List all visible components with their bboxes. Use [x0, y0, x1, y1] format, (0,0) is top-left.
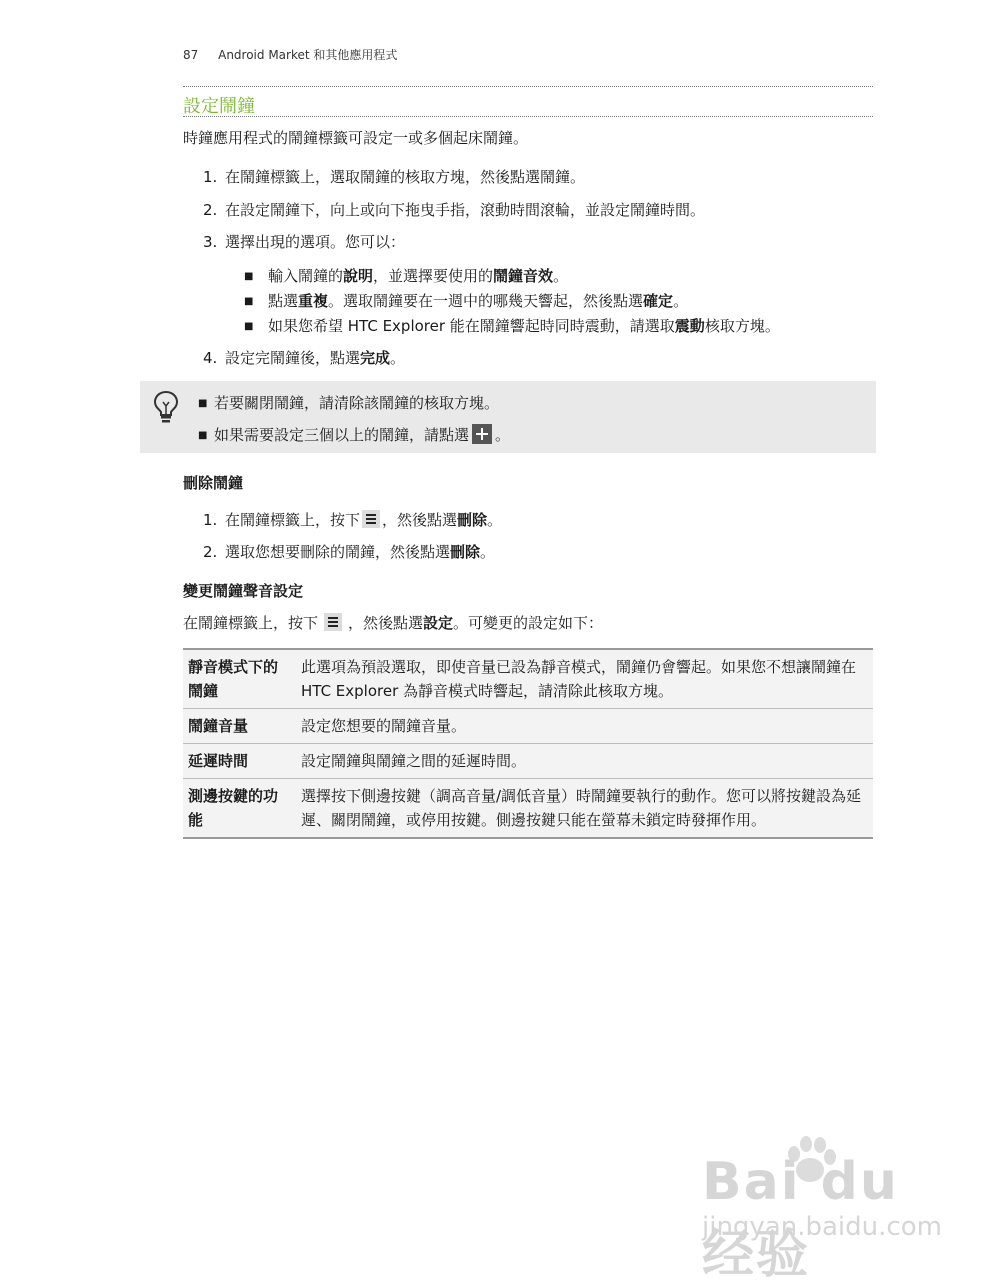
option-item-repeat: ■ 點選重複。選取鬧鐘要在一週中的哪幾天響起，然後點選確定。 [244, 292, 689, 310]
tip-item: ■ 若要關閉鬧鐘，請清除該鬧鐘的核取方塊。 [198, 394, 500, 412]
bullet-icon: ■ [198, 398, 208, 409]
watermark-brand: Bai du 经验 [702, 1152, 899, 1285]
chapter-title: Android Market 和其他應用程式 [218, 48, 398, 62]
setting-name: 靜音模式下的鬧鐘 [183, 649, 296, 709]
section-rule-top [183, 86, 873, 87]
step-number: 3. [203, 233, 218, 251]
step-number: 2. [203, 201, 218, 219]
setting-description: 設定您想要的鬧鐘音量。 [296, 709, 873, 744]
step-text: 在鬧鐘標籤上，選取鬧鐘的核取方塊，然後點選鬧鐘。 [225, 168, 586, 186]
step-number: 2. [203, 543, 218, 561]
bullet-icon: ■ [244, 321, 254, 332]
step-number: 1. [203, 168, 218, 186]
delete-alarm-title: 刪除鬧鐘 [183, 474, 244, 492]
step-4: 4. 設定完鬧鐘後，點選完成。 [203, 349, 406, 367]
table-row [183, 779, 873, 839]
tip-item: ■ 如果需要設定三個以上的鬧鐘，請點選 。 [198, 426, 511, 444]
bullet-icon: ■ [244, 271, 254, 282]
watermark-url: jingyan.baidu.com [702, 1212, 942, 1242]
step-number: 4. [203, 349, 218, 367]
step-number: 1. [203, 511, 218, 529]
sound-settings-title: 變更鬧鐘聲音設定 [183, 582, 304, 600]
delete-step-2: 2. 選取您想要刪除的鬧鐘，然後點選刪除。 [203, 543, 496, 561]
step-3 [203, 231, 405, 252]
step-text: 選擇出現的選項。您可以： [225, 233, 406, 251]
settings-table [183, 648, 873, 839]
table-row [183, 709, 873, 744]
step-text: 在設定鬧鐘下，向上或向下拖曳手指，滾動時間滾輪，並設定鬧鐘時間。 [225, 201, 706, 219]
option-item-description: ■ 輸入鬧鐘的說明，並選擇要使用的鬧鐘音效。 [244, 267, 569, 285]
page-number: 87 [183, 48, 199, 62]
setting-description: 選擇按下側邊按鍵（調高音量/調低音量）時鬧鐘要執行的動作。您可以將按鍵設為延遲、關閉鬧鐘，或停用按鍵。側邊按鍵只能在螢幕未鎖定時發揮作用。 [296, 779, 873, 839]
sound-settings-intro: 在鬧鐘標籤上，按下 ，然後點選設定。可變更的設定如下： [183, 614, 604, 632]
menu-icon [362, 510, 380, 528]
bullet-icon: ■ [244, 296, 254, 307]
setting-name: 鬧鐘音量 [183, 709, 296, 744]
page-header [183, 46, 397, 63]
setting-description: 設定鬧鐘與鬧鐘之間的延遲時間。 [296, 744, 873, 779]
baidu-watermark [700, 1130, 942, 1285]
add-icon [472, 424, 492, 444]
step-2 [203, 199, 705, 220]
setting-name: 延遲時間 [183, 744, 296, 779]
section-title: 設定鬧鐘 [183, 96, 255, 117]
section-rule-bottom [183, 116, 873, 117]
lightbulb-icon [152, 390, 180, 424]
section-intro: 時鐘應用程式的鬧鐘標籤可設定一或多個起床鬧鐘。 [183, 129, 529, 147]
option-item-vibrate: ■ 如果您希望 HTC Explorer 能在鬧鐘響起時同時震動，請選取震動核取方塊。 [244, 317, 780, 335]
setting-name: 測邊按鍵的功能 [183, 779, 296, 839]
table-row [183, 744, 873, 779]
bullet-icon: ■ [198, 430, 208, 441]
setting-description: 此選項為預設選取，即使音量已設為靜音模式，鬧鐘仍會響起。如果您不想讓鬧鐘在 HTC Explorer 為靜音模式時響起，請清除此核取方塊。 [296, 649, 873, 709]
table-row [183, 649, 873, 709]
delete-step-1: 1. 在鬧鐘標籤上，按下 ，然後點選刪除。 [203, 511, 503, 529]
menu-icon [324, 613, 342, 631]
step-1 [203, 166, 585, 187]
